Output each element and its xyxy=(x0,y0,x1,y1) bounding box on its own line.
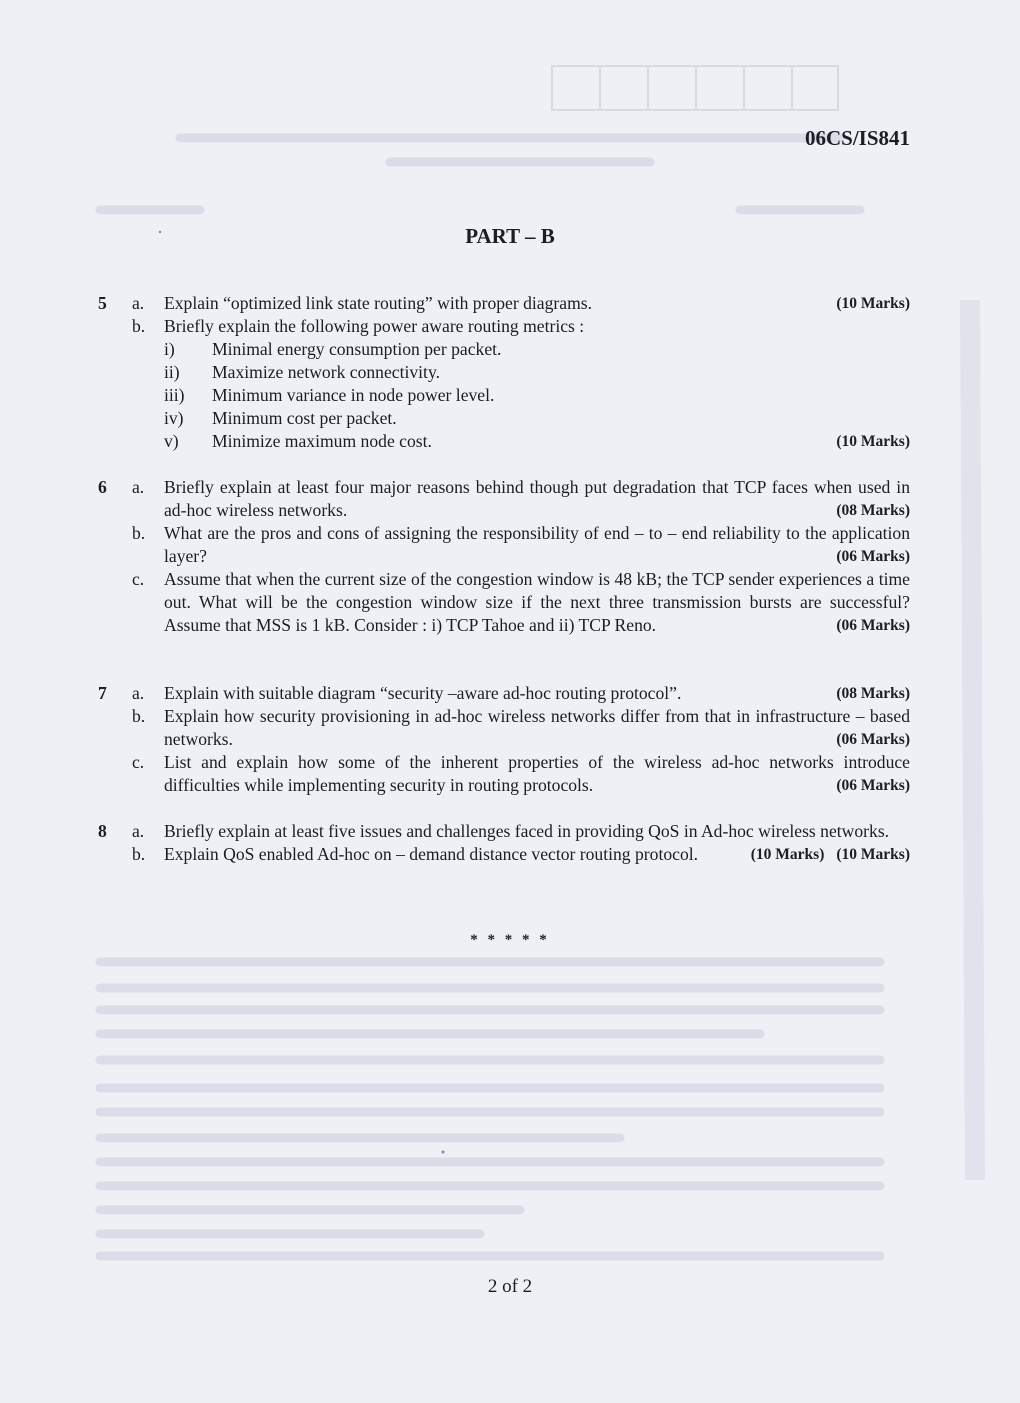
question-text: Briefly explain the following power aware routing metrics : xyxy=(164,316,585,336)
item-label: iv) xyxy=(164,408,184,428)
question-6c xyxy=(98,568,910,637)
marks: (08 Marks) xyxy=(836,502,910,519)
list-item xyxy=(98,430,910,453)
marks: (06 Marks) xyxy=(836,777,910,794)
question-5 xyxy=(98,292,910,453)
marks: (10 Marks) xyxy=(750,846,825,863)
question-text-body: What are the pros and cons of assigning the responsibility of end – to – end reliability to the application layer? xyxy=(164,523,910,566)
question-text-body: Explain how security provisioning in ad-hoc wireless networks differ from that in infrastructure – based networks. xyxy=(164,706,910,749)
part-label: a. xyxy=(132,477,145,497)
question-5b xyxy=(98,315,910,338)
end-stars: * * * * * xyxy=(470,932,550,948)
question-7 xyxy=(98,682,910,797)
part-label: b. xyxy=(132,706,146,726)
question-6b xyxy=(98,522,910,568)
part-label: a. xyxy=(132,293,145,313)
part-label: a. xyxy=(132,821,145,841)
part-label: b. xyxy=(132,316,146,336)
page-number: 2 of 2 xyxy=(487,1276,533,1297)
question-number: 8 xyxy=(98,821,107,841)
question-text xyxy=(164,522,910,568)
marks: (10 Marks) xyxy=(836,295,910,312)
marks: (06 Marks) xyxy=(836,731,910,748)
item-text: Minimize maximum node cost. xyxy=(212,431,432,451)
part-title: PART – B xyxy=(465,224,555,248)
question-number: 6 xyxy=(98,477,107,497)
question-5a xyxy=(98,292,910,315)
question-text-body: List and explain how some of the inherent properties of the wireless ad-hoc networks introduce difficulties while implementing security in routing protocols. xyxy=(164,752,910,795)
list-item xyxy=(98,384,910,407)
item-text: Minimum variance in node power level. xyxy=(212,385,495,405)
question-text-body: Briefly explain at least four major reasons behind though put degradation that TCP faces when used in ad-hoc wireless networks. xyxy=(164,477,910,520)
marks: (10 Marks) xyxy=(836,846,910,863)
item-text: Minimum cost per packet. xyxy=(212,408,397,428)
question-number: 5 xyxy=(98,293,107,313)
question-6a xyxy=(98,476,910,522)
question-text: Explain “optimized link state routing” with proper diagrams. xyxy=(164,293,593,313)
part-label: c. xyxy=(132,752,145,772)
question-text xyxy=(164,751,910,797)
paper-code: 06CS/IS841 xyxy=(804,126,910,150)
item-text: Minimal energy consumption per packet. xyxy=(212,339,502,359)
question-6 xyxy=(98,476,910,637)
question-text xyxy=(164,568,910,637)
question-text xyxy=(164,476,910,522)
part-label: b. xyxy=(132,844,146,864)
question-number: 7 xyxy=(98,683,107,703)
question-text-body: Assume that when the current size of the congestion window is 48 kB; the TCP sender experiences a time out. What will be the congestion window size if the next three transmission bursts are successful? Assume that MSS is 1 kB. Consider : i) TCP Tahoe and ii) TCP Reno. xyxy=(164,569,910,635)
item-text: Maximize network connectivity. xyxy=(212,362,440,382)
question-text: Explain QoS enabled Ad-hoc on – demand distance vector routing protocol. xyxy=(164,844,699,864)
question-text xyxy=(164,705,910,751)
question-7c xyxy=(98,751,910,797)
item-label: i) xyxy=(164,339,175,359)
part-label: c. xyxy=(132,569,145,589)
question-text-body: Briefly explain at least five issues and challenges faced in providing QoS in Ad-hoc wireless networks. xyxy=(164,821,890,841)
part-label: a. xyxy=(132,683,145,703)
marks: (06 Marks) xyxy=(836,548,910,565)
question-8b xyxy=(98,843,910,866)
item-label: ii) xyxy=(164,362,180,382)
part-label: b. xyxy=(132,523,146,543)
marks: (06 Marks) xyxy=(836,617,910,634)
question-text: Explain with suitable diagram “security –aware ad-hoc routing protocol”. xyxy=(164,683,682,703)
question-7a xyxy=(98,682,910,705)
marks: (10 Marks) xyxy=(836,433,910,450)
question-7b xyxy=(98,705,910,751)
item-label: v) xyxy=(164,431,179,451)
list-item xyxy=(98,338,910,361)
item-label: iii) xyxy=(164,385,185,405)
marks: (08 Marks) xyxy=(836,685,910,702)
question-8 xyxy=(98,820,910,866)
list-item xyxy=(98,407,910,430)
list-item xyxy=(98,361,910,384)
